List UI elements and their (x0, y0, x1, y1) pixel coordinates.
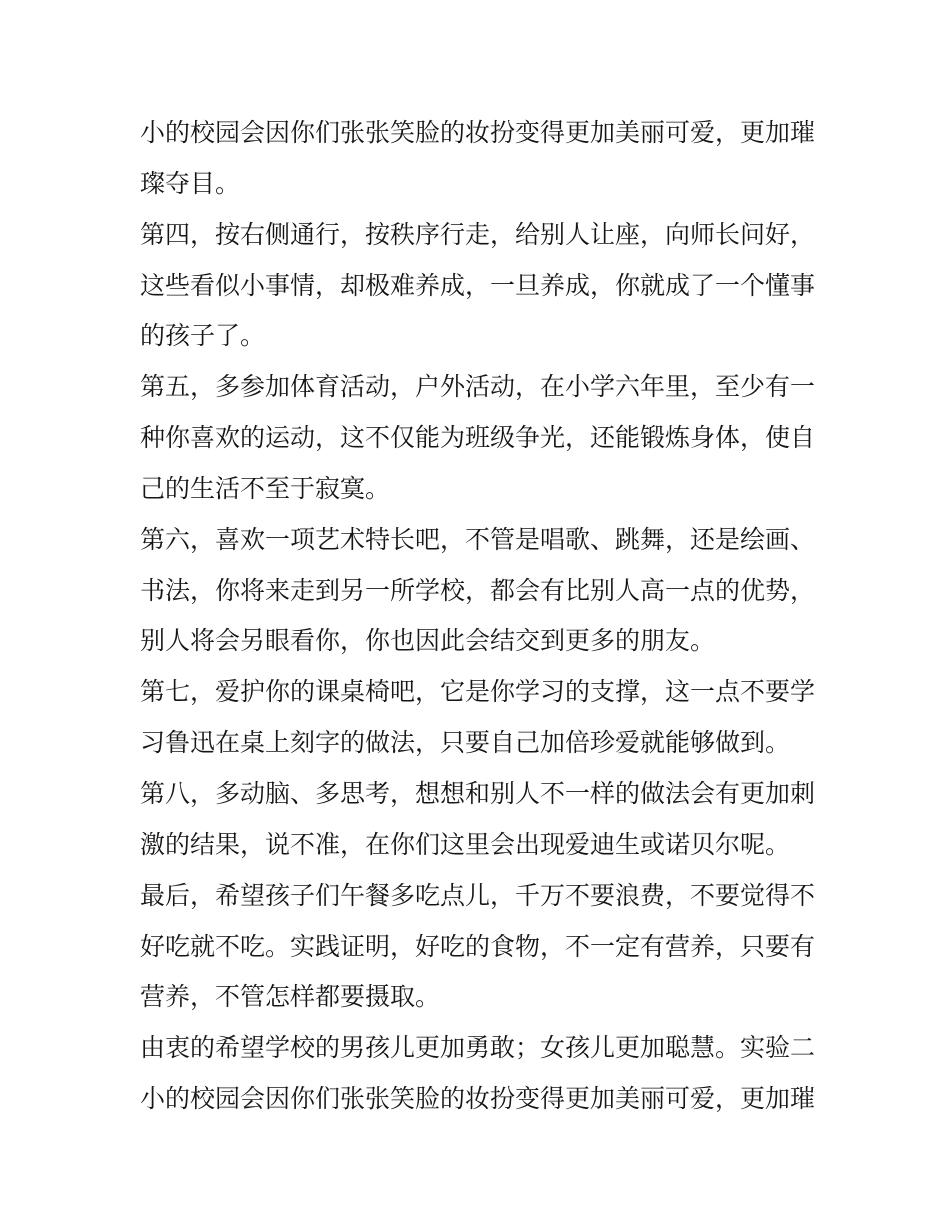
text-line: 激的结果，说不准，在你们这里会出现爱迪生或诺贝尔呢。 (140, 829, 791, 859)
text-line: 别人将会另眼看你，你也因此会结交到更多的朋友。 (140, 626, 716, 656)
text-line: 最后，希望孩子们午餐多吃点儿，千万不要浪费，不要觉得不 (140, 880, 816, 910)
text-line: 小的校园会因你们张张笑脸的妆扮变得更加美丽可爱，更加璀 (140, 118, 816, 147)
text-line: 第五，多参加体育活动，户外活动，在小学六年里，至少有一 (140, 372, 816, 402)
text-line: 第八，多动脑、多思考，想想和别人不一样的做法会有更加刺 (140, 778, 816, 808)
text-line: 由衷的希望学校的男孩儿更加勇敢；女孩儿更加聪慧。实验二 (140, 1033, 816, 1063)
text-line: 璨夺目。 (140, 168, 241, 198)
text-line: 第六，喜欢一项艺术特长吧，不管是唱歌、跳舞，还是绘画、 (140, 524, 816, 554)
text-line: 种你喜欢的运动，这不仅能为班级争光，还能锻炼身体，使自 (140, 423, 816, 453)
text-line: 营养，不管怎样都要摄取。 (140, 982, 441, 1012)
text-line: 的孩子了。 (140, 321, 266, 351)
text-line: 第四，按右侧通行，按秩序行走，给别人让座，向师长问好， (140, 219, 816, 249)
text-line: 己的生活不至于寂寞。 (140, 473, 391, 503)
document-page (140, 108, 820, 1125)
text-line: 习鲁迅在桌上刻字的做法，只要自己加倍珍爱就能够做到。 (140, 728, 791, 758)
text-line: 书法，你将来走到另一所学校，都会有比别人高一点的优势， (140, 575, 816, 605)
text-line: 这些看似小事情，却极难养成，一旦养成，你就成了一个懂事 (140, 270, 816, 300)
text-line: 小的校园会因你们张张笑脸的妆扮变得更加美丽可爱，更加璀 (140, 1084, 816, 1114)
text-line: 好吃就不吃。实践证明，好吃的食物，不一定有营养，只要有 (140, 931, 816, 961)
text-line: 第七，爱护你的课桌椅吧，它是你学习的支撑，这一点不要学 (140, 677, 816, 707)
